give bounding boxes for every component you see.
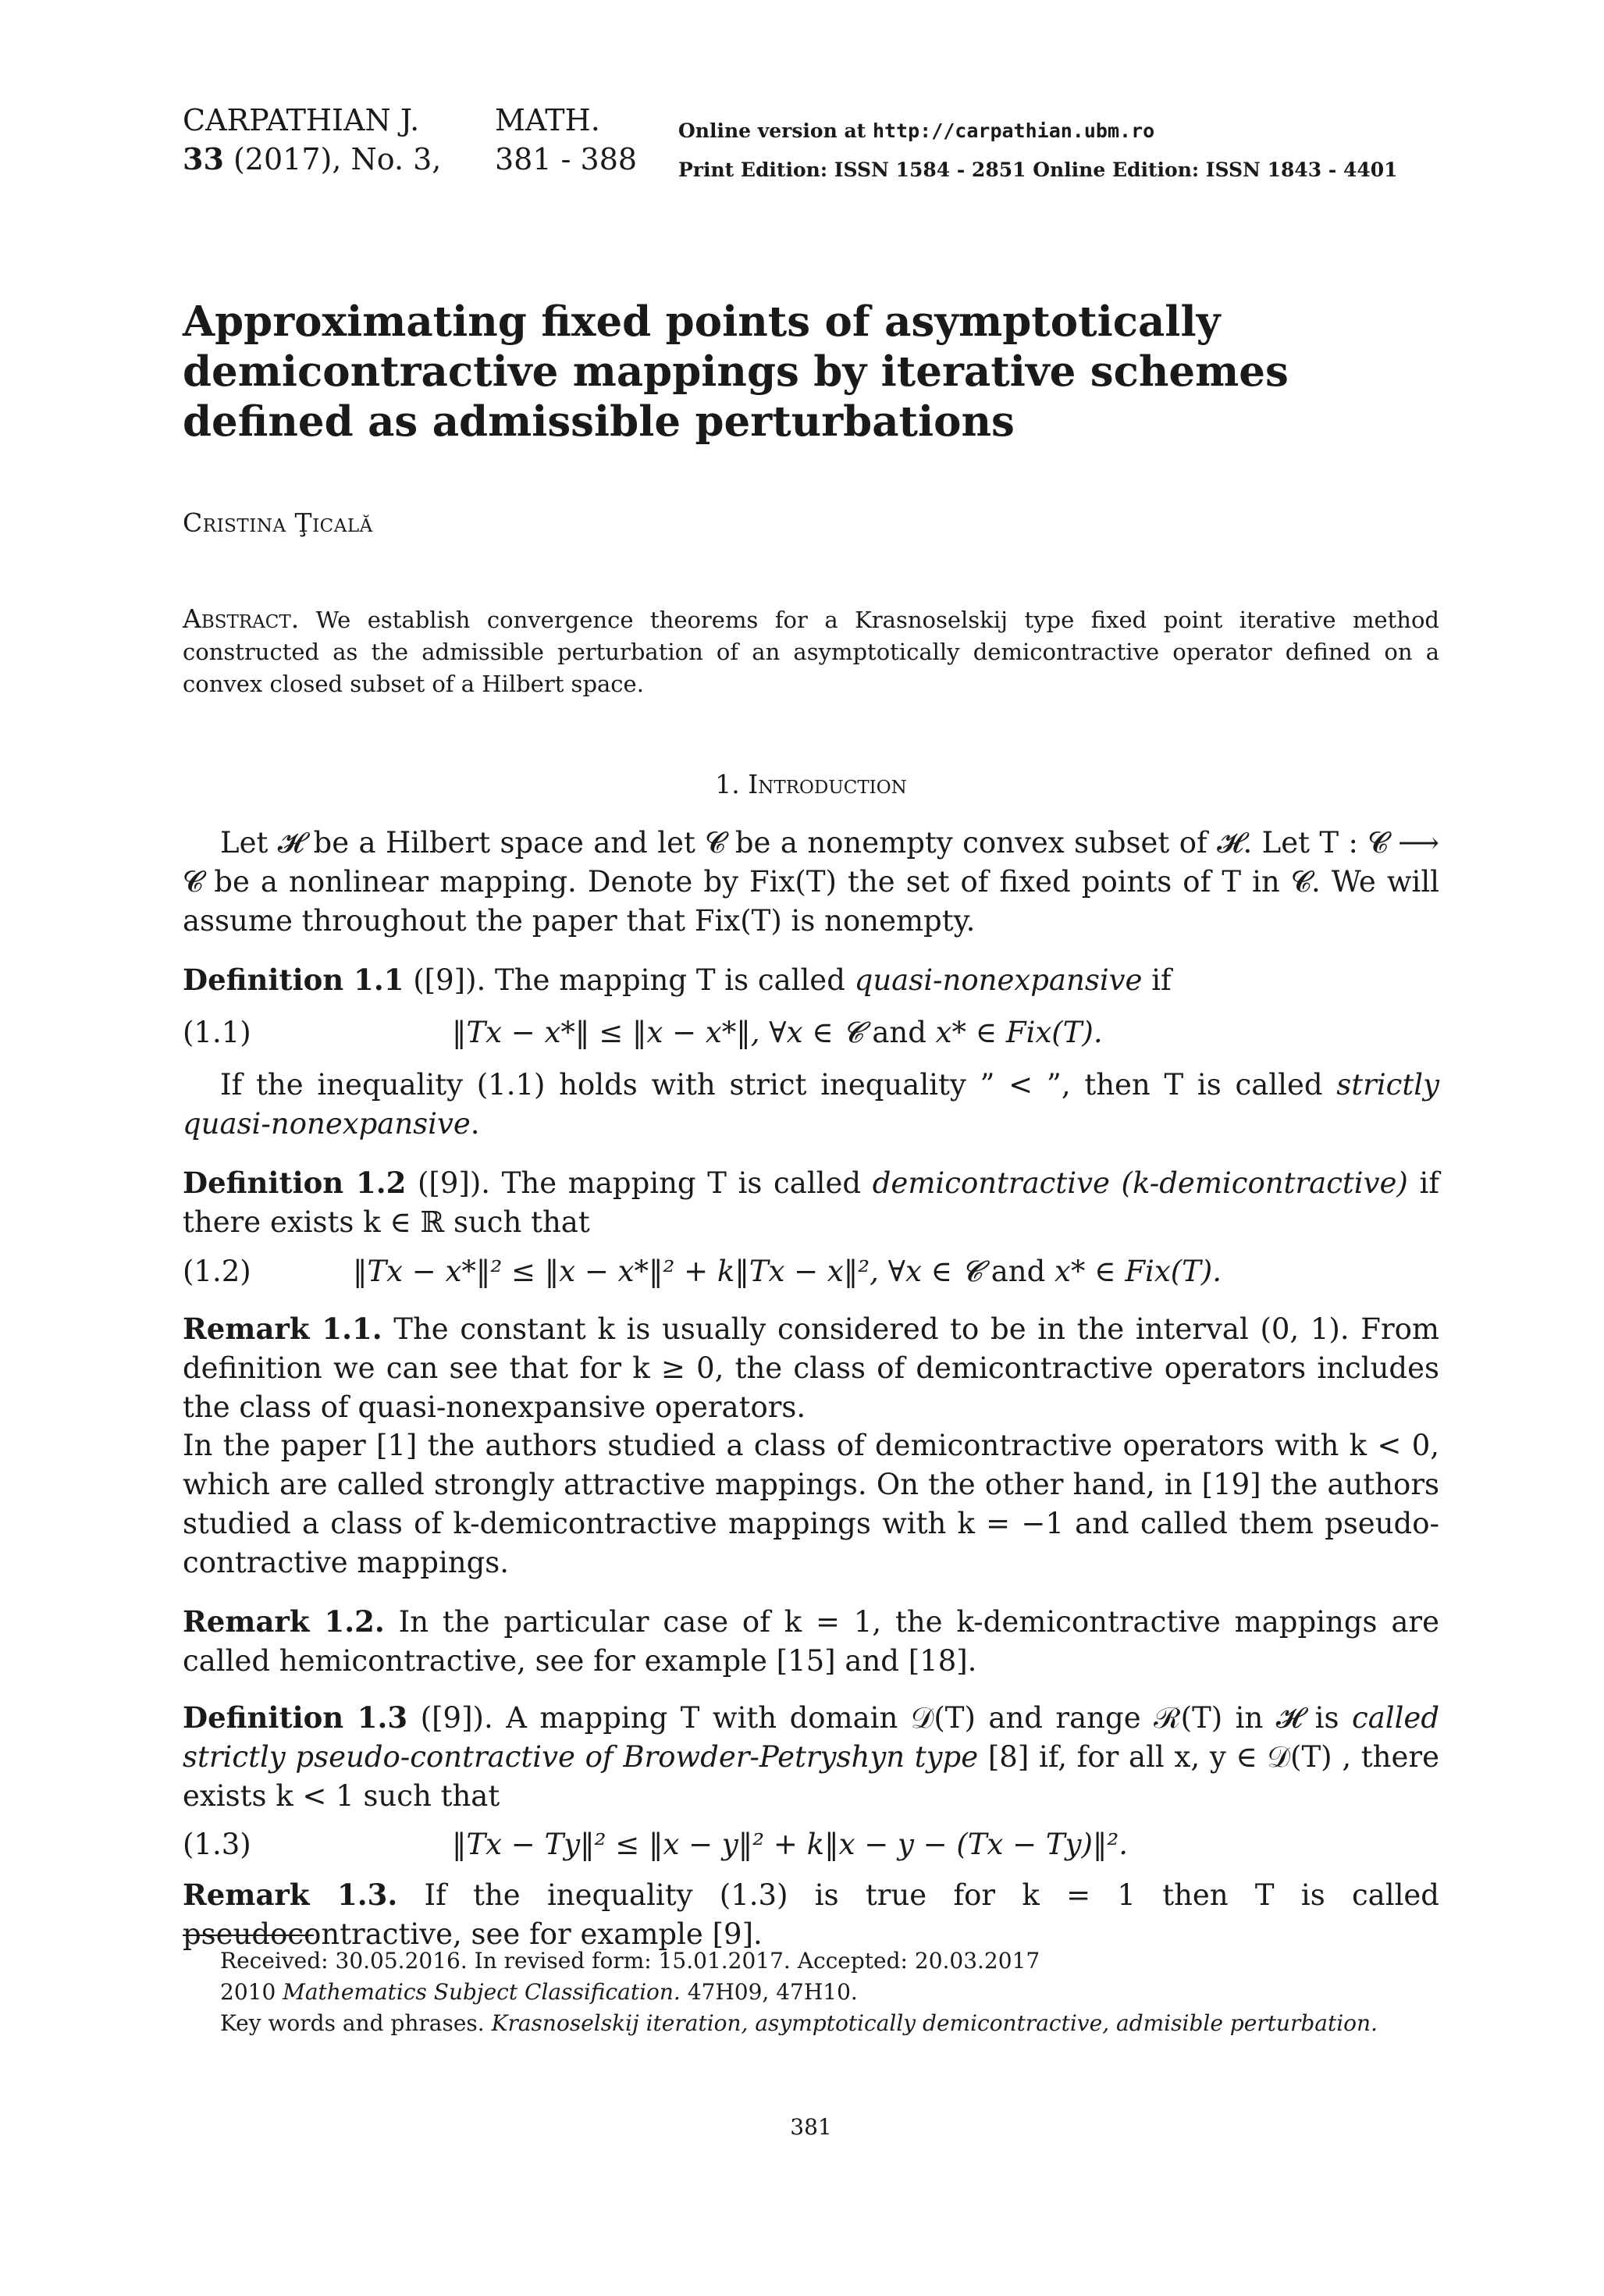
- equation-expression: [452, 1013, 1103, 1052]
- msc-year: 2010: [220, 1979, 276, 2005]
- definition-1-2: [183, 1163, 1439, 1242]
- remark-text: In the particular case of k = 1, the k-demicontractive mappings are called hemicontractive, see for example [15] and [18].: [183, 1605, 1439, 1678]
- definition-ref: ([9]).: [413, 963, 486, 997]
- online-label: Online version at: [678, 119, 866, 142]
- remark-text: If the inequality (1.3) is true for k = 1 then T is called pseudocontractive, see for example [9].: [183, 1878, 1439, 1951]
- definition-1-3: [183, 1698, 1439, 1816]
- section-title: Introduction: [748, 769, 907, 799]
- paragraph-strict-quasi: [183, 1066, 1439, 1144]
- page-number: 381: [790, 2114, 832, 2140]
- remark-label: Remark 1.2.: [183, 1604, 385, 1639]
- definition-text: The mapping T is called: [501, 1166, 862, 1200]
- footnote-rule: [183, 1935, 314, 1936]
- remark-1-1-continued: In the paper [1] the authors studied a class of demicontractive operators with k < 0, which are called strongly attractive mappings. On the other hand, in [19] the authors studied a class of k-demicontractive mappings with k = −1 and called them pseudo-contractive mappings.: [183, 1429, 1439, 1579]
- definition-ref: ([9]).: [420, 1701, 493, 1735]
- author-name: Cristina Ţicală: [183, 507, 373, 538]
- definition-label: Definition 1.2: [183, 1166, 407, 1200]
- paper-title: Approximating fixed points of asymptotically demicontractive mappings by iterative schemes defined as admissible perturbations: [183, 297, 1289, 446]
- equation-rhs: x* ∈ Fix(T).: [1055, 1255, 1222, 1288]
- equation-and: and: [990, 1255, 1046, 1288]
- equation-lhs: ‖Tx − x*‖ ≤ ‖x − x*‖, ∀x ∈ 𝓒: [452, 1016, 863, 1049]
- definition-tail: if: [1151, 963, 1172, 997]
- equation-rhs: x* ∈ Fix(T).: [935, 1016, 1103, 1049]
- paragraph-term: strictly quasi-nonexpansive: [183, 1068, 1439, 1141]
- journal-name: CARPATHIAN J.: [183, 103, 420, 137]
- equation-number: (1.2): [183, 1255, 251, 1288]
- keywords-text: Krasnoselskij iteration, asymptotically demicontractive, admisible perturbation.: [491, 2010, 1378, 2036]
- issn-line: Print Edition: ISSN 1584 - 2851 Online Edition: ISSN 1843 - 4401: [678, 158, 1398, 181]
- abstract: [183, 603, 1439, 700]
- footnote-received: Received: 30.05.2016. In revised form: 15.01.2017. Accepted: 20.03.2017: [220, 1948, 1040, 1974]
- definition-text: A mapping T with domain 𝒟(T) and range ℛ(T) in 𝓗 is: [506, 1701, 1339, 1735]
- remark-label: Remark 1.1.: [183, 1312, 382, 1346]
- footnote-msc: [220, 1977, 858, 2007]
- msc-codes: 47H09, 47H10.: [687, 1979, 858, 2005]
- remark-1-3: [183, 1875, 1439, 1954]
- volume-year-issue: (2017), No. 3,: [233, 142, 442, 176]
- definition-term: quasi-nonexpansive: [854, 963, 1143, 997]
- remark-label: Remark 1.3.: [183, 1878, 398, 1912]
- section-heading: [183, 769, 1439, 799]
- equation-expression: [353, 1252, 1222, 1291]
- footnote-keywords: [220, 2009, 1378, 2038]
- abstract-label: Abstract.: [183, 603, 300, 634]
- equation-lhs: ‖Tx − x*‖² ≤ ‖x − x*‖² + k‖Tx − x‖², ∀x ∈ 𝓒: [353, 1255, 982, 1288]
- remark-1-1: [183, 1309, 1439, 1427]
- equation-number: (1.3): [183, 1828, 251, 1861]
- journal-pages: 381 - 388: [495, 142, 638, 176]
- remark-1-2: [183, 1602, 1439, 1681]
- intro-paragraph: Let 𝓗 be a Hilbert space and let 𝓒 be a nonempty convex subset of 𝓗. Let T : 𝓒 ⟶ 𝓒 be a nonlinear mapping. Denote by Fix(T) the set of fixed points of T in 𝓒. We will assume throughout the paper that Fix(T) is nonempty.: [183, 826, 1439, 938]
- definition-label: Definition 1.3: [183, 1700, 408, 1735]
- definition-tail: if there exists k ∈ ℝ such that: [183, 1166, 1440, 1239]
- remark-text: The constant k is usually considered to be in the interval (0, 1). From definition we can see that for k ≥ 0, the class of demicontractive operators includes the class of quasi-nonexpansive operators.: [183, 1312, 1439, 1424]
- definition-1-1: [183, 960, 1439, 1000]
- definition-ref: ([9]).: [418, 1166, 491, 1200]
- definition-term: called strictly pseudo-contractive of Browder-Petryshyn type: [183, 1701, 1439, 1774]
- journal-name-math: MATH.: [495, 103, 600, 137]
- journal-volume: [183, 141, 441, 178]
- abstract-text: We establish convergence theorems for a Krasnoselskij type fixed point iterative method constructed as the admissible perturbation of an asymptotically demicontractive operator defined on a convex closed subset of a Hilbert space.: [183, 607, 1439, 697]
- section-number: 1.: [715, 769, 740, 799]
- definition-tail: [8] if, for all x, y ∈ 𝒟(T) , there exists k < 1 such that: [183, 1740, 1439, 1813]
- definition-label: Definition 1.1: [183, 963, 404, 997]
- equation-expression: ‖Tx − Ty‖² ≤ ‖x − y‖² + k‖x − y − (Tx − Ty)‖².: [452, 1828, 1129, 1861]
- equation-number: (1.1): [183, 1016, 251, 1049]
- definition-term: demicontractive (k-demicontractive): [872, 1166, 1408, 1200]
- msc-label: Mathematics Subject Classification.: [283, 1979, 681, 2005]
- definition-text: The mapping T is called: [495, 963, 845, 997]
- paragraph-text: If the inequality (1.1) holds with strict inequality ” < ”, then T is called: [220, 1068, 1323, 1102]
- online-version: [678, 112, 1154, 150]
- volume-number: 33: [183, 141, 224, 176]
- equation-and: and: [872, 1016, 926, 1049]
- paragraph-end: .: [470, 1107, 480, 1141]
- online-url[interactable]: http://carpathian.ubm.ro: [872, 119, 1155, 142]
- keywords-label: Key words and phrases.: [220, 2010, 485, 2036]
